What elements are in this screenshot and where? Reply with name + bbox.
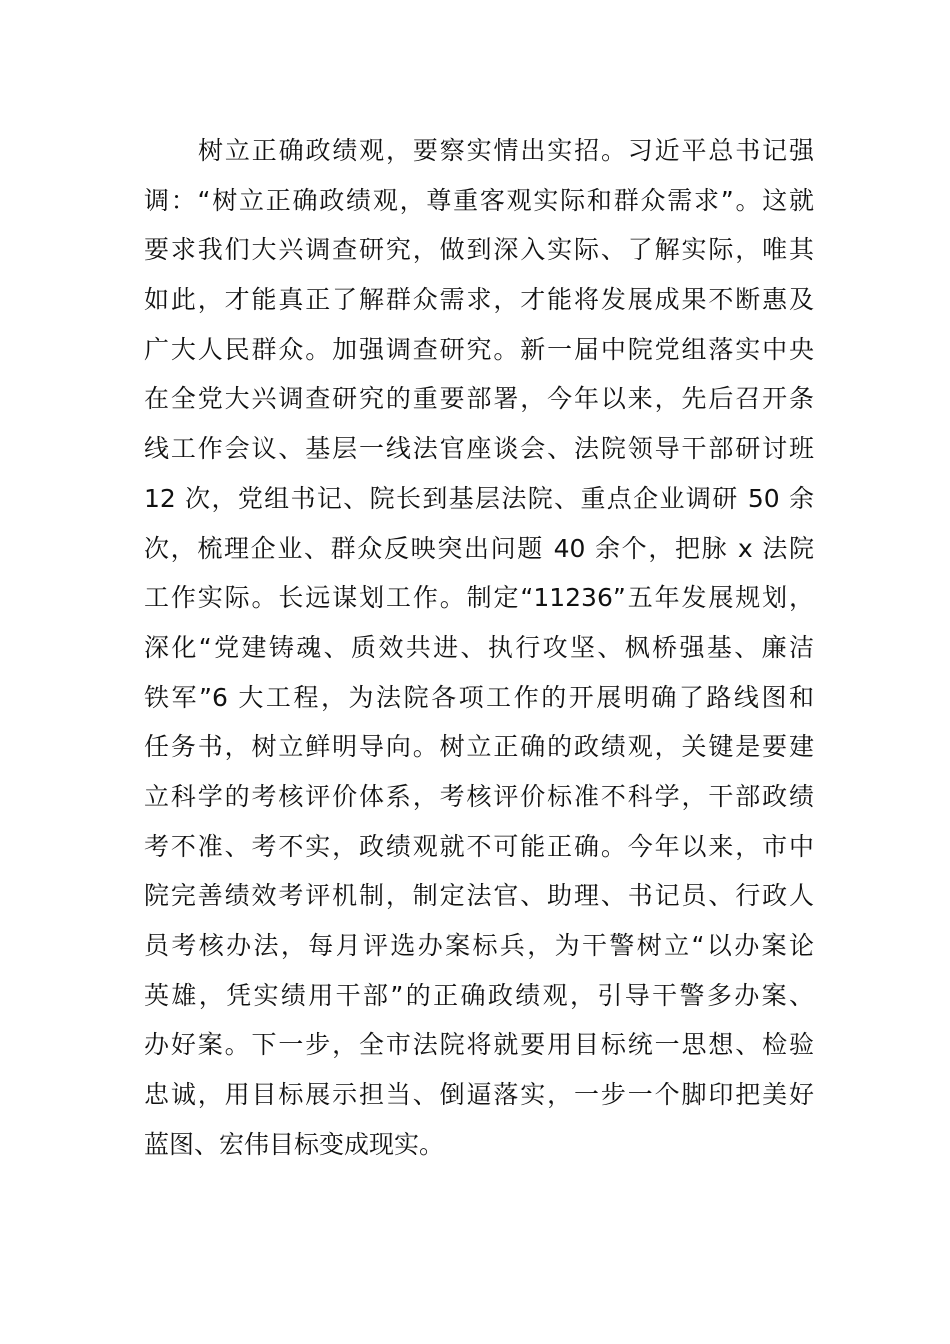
paragraph-line: 深化“党建铸魂、质效共进、执行攻坚、枫桥强基、廉洁 <box>144 632 814 662</box>
paragraph-line: 办好案。下一步，全市法院将就要用目标统一思想、检验 <box>144 1030 814 1060</box>
body-paragraph <box>144 126 814 1169</box>
paragraph-line: 员考核办法，每月评选办案标兵，为干警树立“以办案论 <box>144 931 814 960</box>
paragraph-line: 广大人民群众。加强调查研究。新一届中院党组落实中央 <box>144 334 814 364</box>
paragraph-line: 工作实际。长远谋划工作。制定“11236”五年发展规划， <box>144 583 814 613</box>
paragraph-line: 立科学的考核评价体系，考核评价标准不科学，干部政绩 <box>144 781 814 811</box>
paragraph-line: 铁军”6 大工程，为法院各项工作的开展明确了路线图和 <box>144 682 814 712</box>
paragraph-line: 忠诚，用目标展示担当、倒逼落实，一步一个脚印把美好 <box>144 1080 814 1110</box>
paragraph-line: 蓝图、宏伟目标变成现实。 <box>144 1129 445 1159</box>
paragraph-line: 任务书，树立鲜明导向。树立正确的政绩观，关键是要建 <box>144 732 814 762</box>
paragraph-line: 在全党大兴调查研究的重要部署，今年以来，先后召开条 <box>144 384 814 414</box>
paragraph-line: 次，梳理企业、群众反映突出问题 40 余个，把脉 x 法院 <box>144 533 814 563</box>
paragraph-line: 树立正确政绩观，要察实情出实招。习近平总书记强 <box>198 136 814 165</box>
paragraph-line: 考不准、考不实，政绩观就不可能正确。今年以来，市中 <box>144 831 814 861</box>
paragraph-line: 要求我们大兴调查研究，做到深入实际、了解实际，唯其 <box>144 235 814 265</box>
paragraph-line: 英雄，凭实绩用干部”的正确政绩观，引导干警多办案、 <box>144 980 814 1010</box>
paragraph-line: 院完善绩效考评机制，制定法官、助理、书记员、行政人 <box>144 881 814 911</box>
paragraph-line: 12 次，党组书记、院长到基层法院、重点企业调研 50 余 <box>144 483 814 513</box>
paragraph-line: 调：“树立正确政绩观，尊重客观实际和群众需求”。这就 <box>144 185 814 215</box>
paragraph-line: 如此，才能真正了解群众需求，才能将发展成果不断惠及 <box>144 285 814 315</box>
paragraph-line: 线工作会议、基层一线法官座谈会、法院领导干部研讨班 <box>144 434 814 464</box>
